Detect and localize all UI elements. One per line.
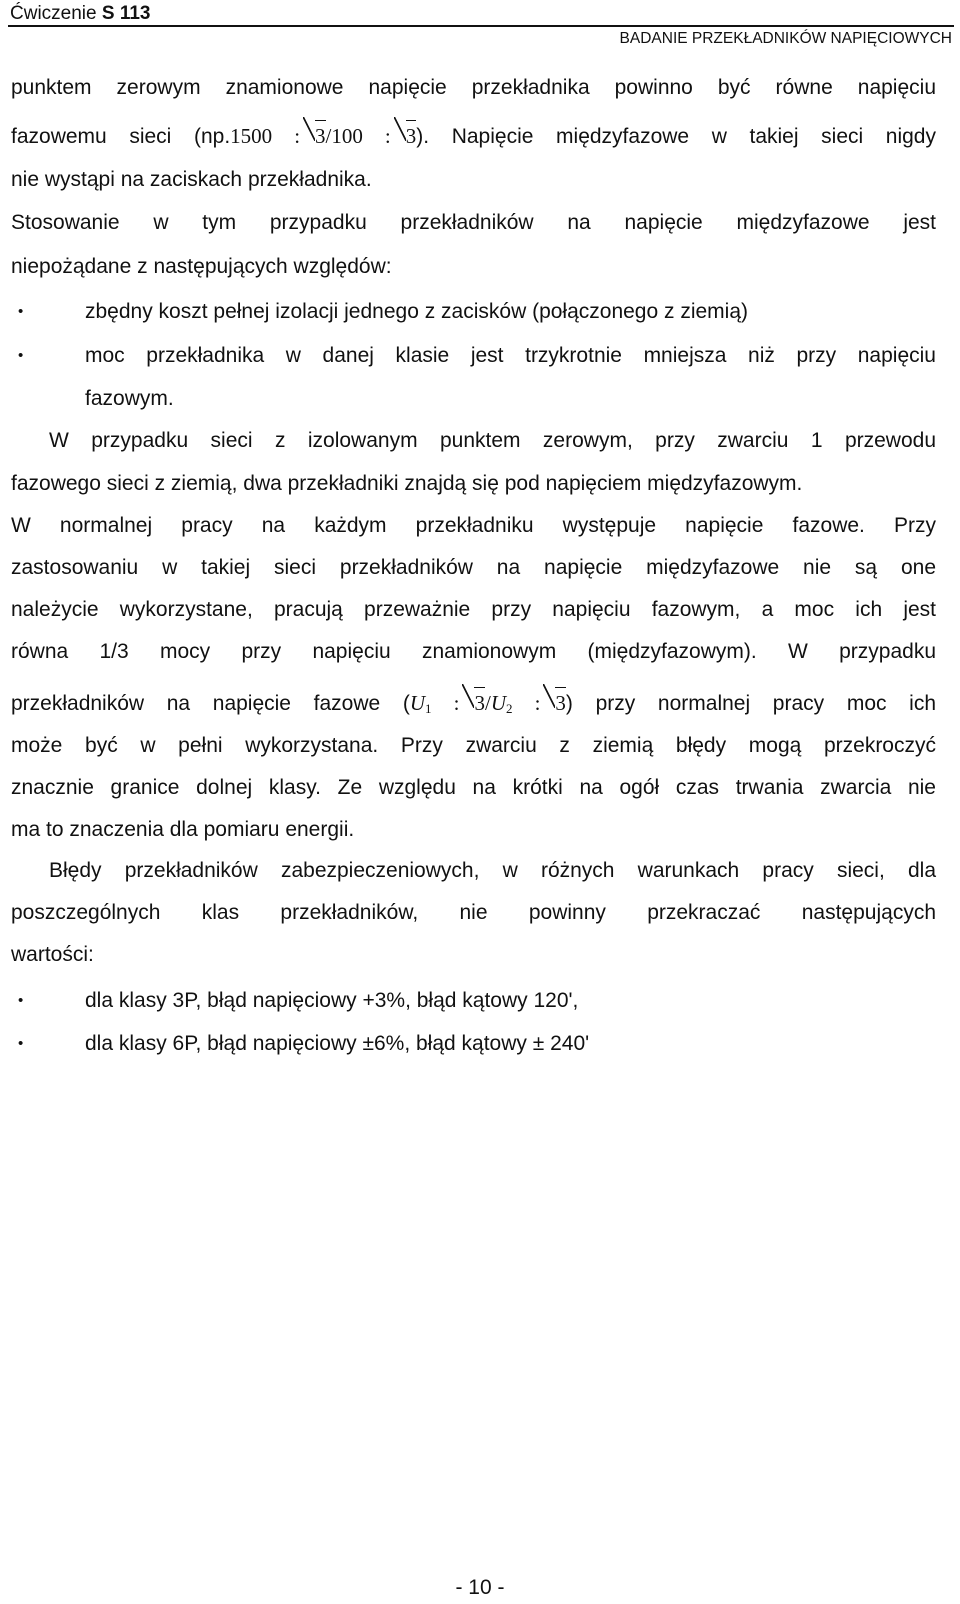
text-line: wartości:: [11, 943, 94, 966]
bullet-icon: •: [18, 347, 24, 364]
list-item: dla klasy 3P, błąd napięciowy +3%, błąd kątowy 120',: [85, 989, 579, 1012]
text-line: Błędy przekładników zabezpieczeniowych, w różnych warunkach pracy sieci, dla: [49, 859, 936, 882]
text-line: znacznie granice dolnej klasy. Ze względu na krótki na ogół czas trwania zwarcia nie: [11, 776, 936, 799]
text-line: nie wystąpi na zaciskach przekładnika.: [11, 168, 372, 191]
chapter-number: S 113: [101, 3, 151, 24]
text-line: punktem zerowym znamionowe napięcie przekładnika powinno być równe napięciu: [11, 76, 936, 99]
page-number: - 10 -: [455, 1576, 505, 1599]
bullet-icon: •: [18, 303, 24, 320]
list-item: dla klasy 6P, błąd napięciowy ±6%, błąd kątowy ± 240': [85, 1032, 590, 1055]
sqrt-symbol: 3: [543, 687, 566, 717]
formula-ratio: 1500 : 3/100 : 3: [230, 124, 416, 148]
text-line: poszczególnych klas przekładników, nie powinny przekraczać następujących: [11, 901, 936, 924]
text-line: należycie wykorzystane, pracują przeważnie przy napięciu fazowym, a moc ich jest: [11, 598, 936, 621]
list-item: zbędny koszt pełnej izolacji jednego z zacisków (połączonego z ziemią): [85, 300, 749, 323]
header-rule: [8, 25, 954, 27]
list-item-continuation: fazowym.: [85, 387, 174, 410]
text-line: ma to znaczenia dla pomiaru energii.: [11, 818, 355, 841]
text-line: może być w pełni wykorzystana. Przy zwarciu z ziemią błędy mogą przekroczyć: [11, 734, 936, 757]
chapter-label: Ćwiczenie S 113: [10, 3, 151, 24]
text-line: równa 1/3 mocy przy napięciu znamionowym (międzyfazowym). W przypadku: [11, 640, 936, 663]
text-line: fazowego sieci z ziemią, dwa przekładniki znajdą się pod napięciem międzyfazowym.: [11, 472, 803, 495]
text-line: W przypadku sieci z izolowanym punktem zerowym, przy zwarciu 1 przewodu: [49, 429, 936, 452]
section-title: BADANIE PRZEKŁADNIKÓW NAPIĘCIOWYCH: [619, 30, 952, 47]
list-item: moc przekładnika w danej klasie jest trzykrotnie mniejsza niż przy napięciu: [85, 344, 936, 367]
sqrt-symbol: 3: [394, 120, 417, 150]
text-line-formula: przekładników na napięcie fazowe ($U_1$ : $3/U_2$ : 3) przy normalnej pracy moc ich: [11, 687, 936, 723]
sqrt-symbol: 3: [303, 120, 326, 150]
text-line: niepożądane z następujących względów:: [11, 255, 392, 278]
formula-voltage-ratio: $U_1$ : $3/U_2$ : 3: [410, 691, 566, 715]
text-line: Stosowanie w tym przypadku przekładników na napięcie międzyfazowe jest: [11, 211, 936, 234]
text-line-formula: fazowemu sieci (np.1500 : 3/100 : 3). Napięcie międzyfazowe w takiej sieci nigdy: [11, 120, 936, 151]
text-line: zastosowaniu w takiej sieci przekładników na napięcie międzyfazowe nie są one: [11, 556, 936, 579]
sqrt-symbol: 3: [462, 687, 485, 717]
text-line: W normalnej pracy na każdym przekładniku występuje napięcie fazowe. Przy: [11, 514, 936, 537]
bullet-icon: •: [18, 992, 24, 1009]
bullet-icon: •: [18, 1035, 24, 1052]
